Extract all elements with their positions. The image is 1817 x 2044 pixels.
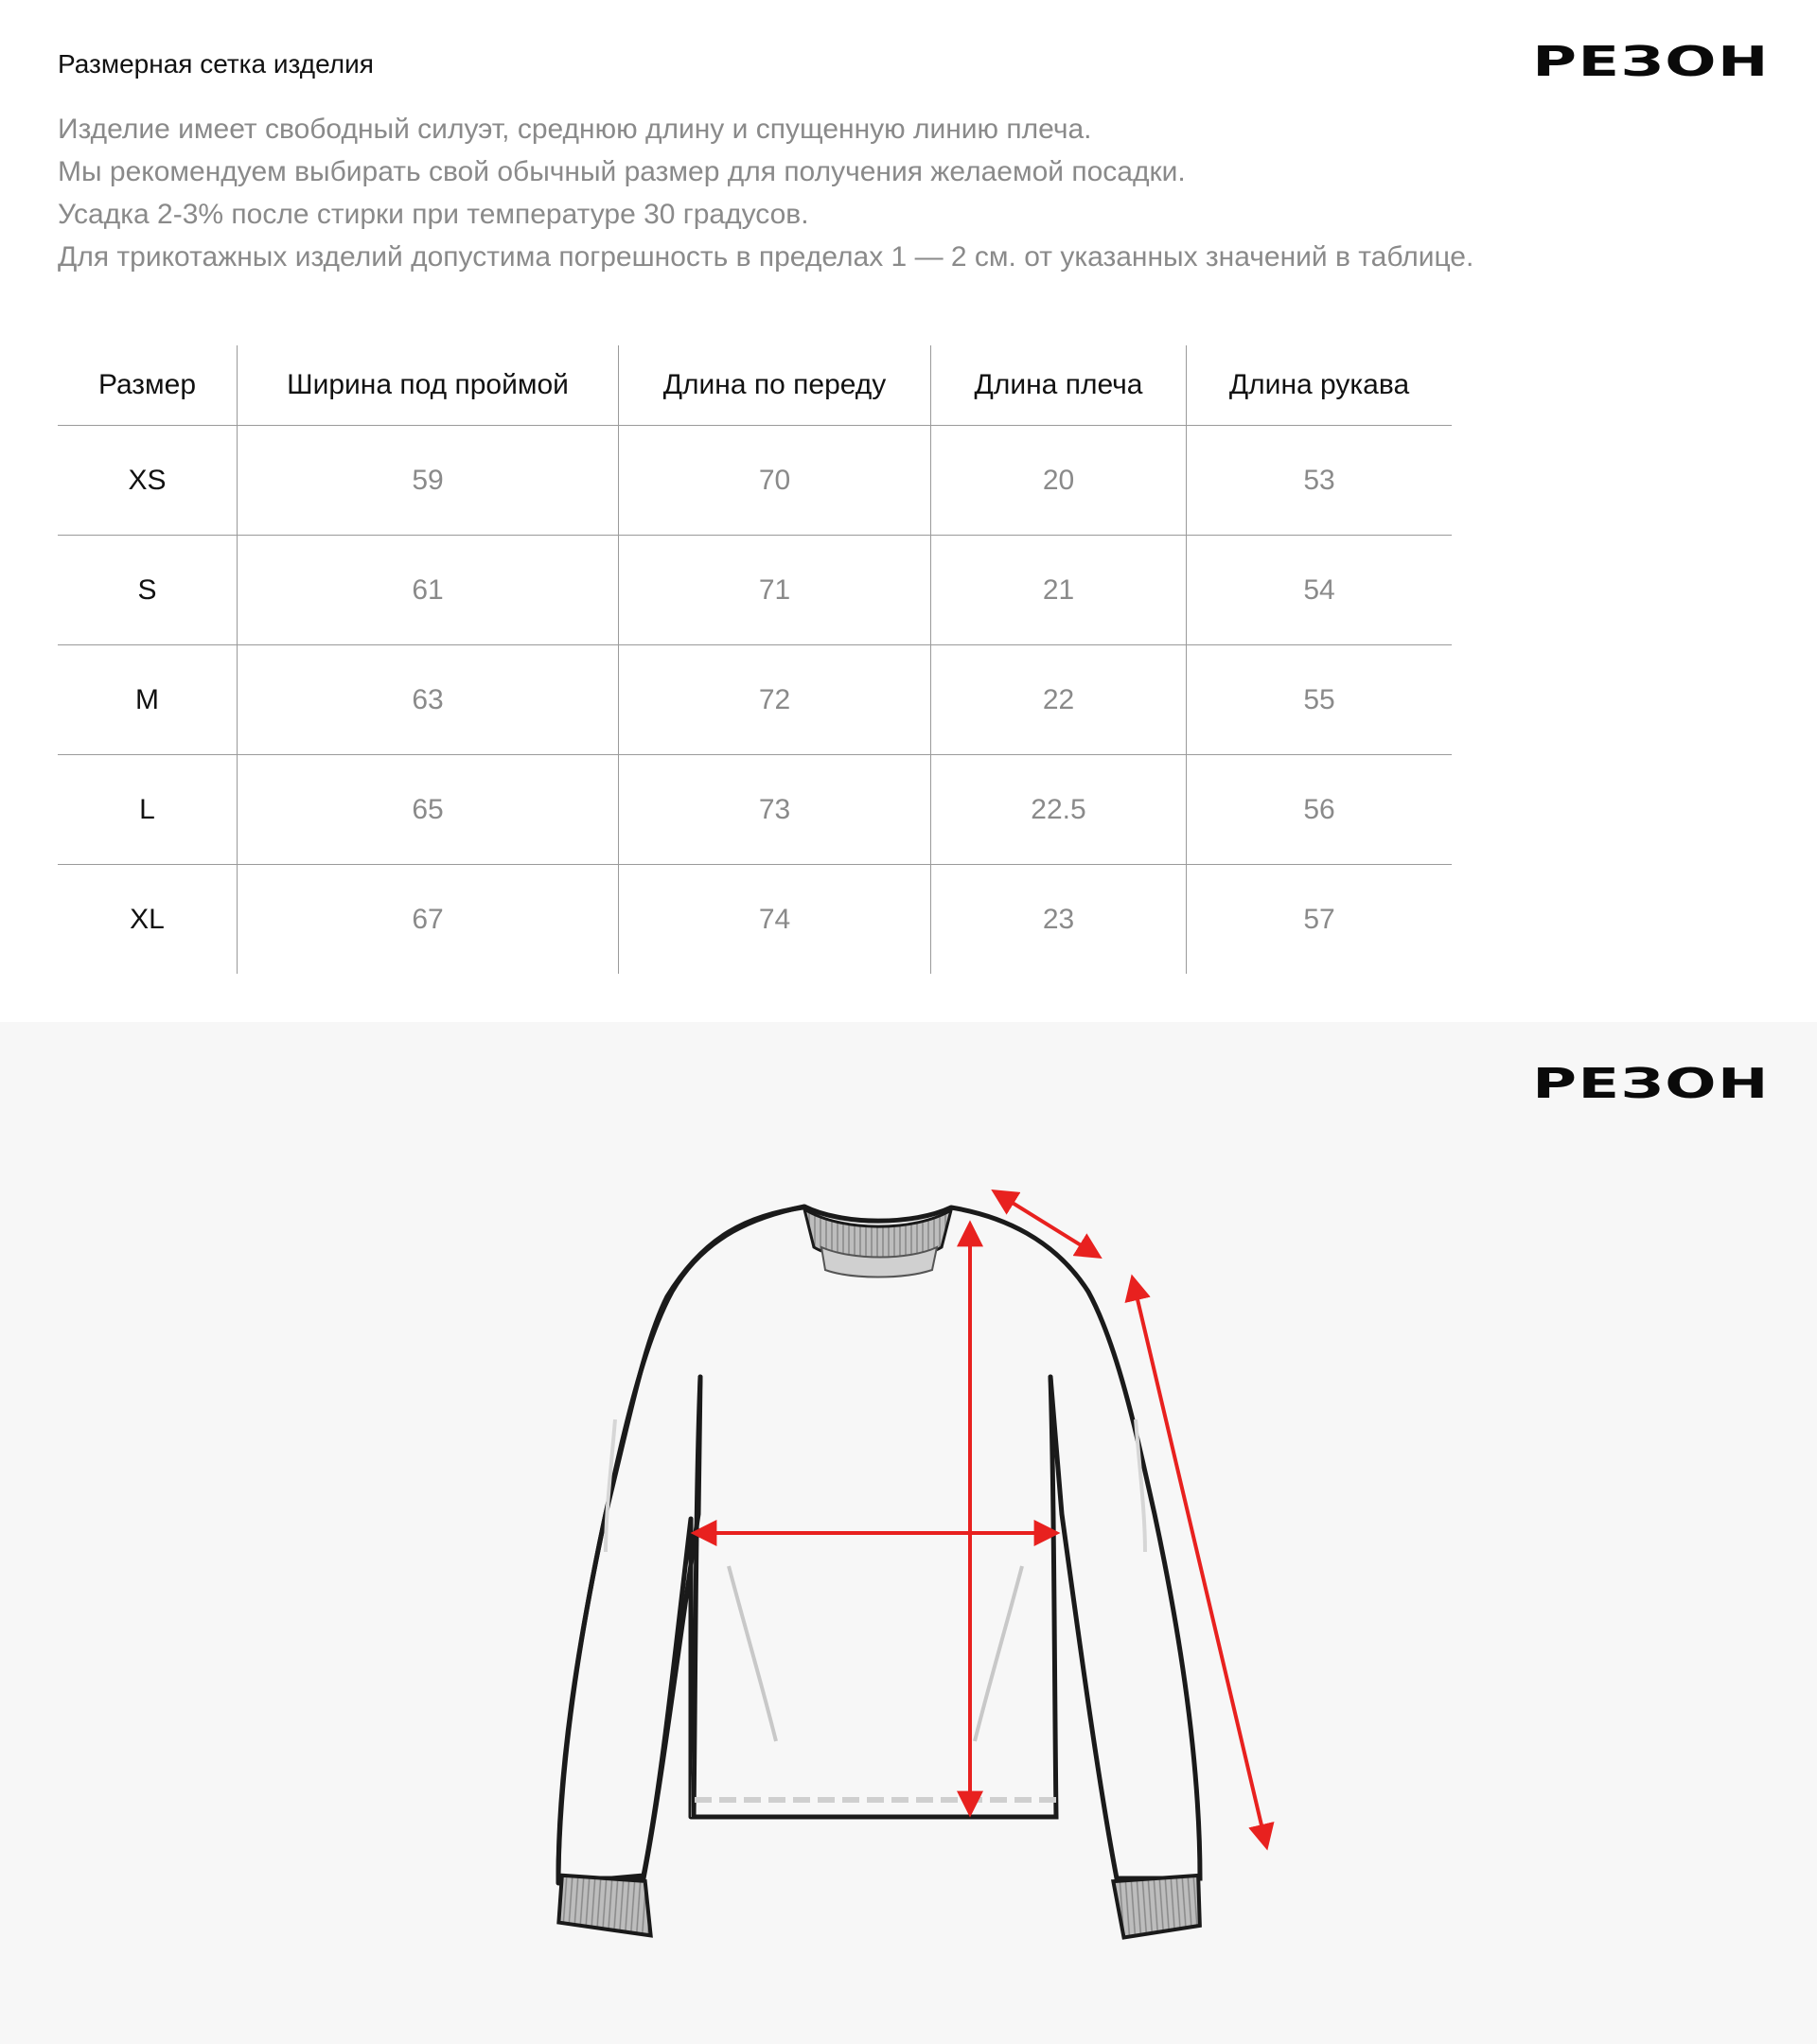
table-cell: 61 xyxy=(238,536,619,645)
page-title: Размерная сетка изделия xyxy=(58,49,374,79)
table-cell: 72 xyxy=(619,645,931,755)
table-cell: 73 xyxy=(619,755,931,865)
table-row xyxy=(58,426,1452,536)
table-cell: 22.5 xyxy=(931,755,1187,865)
table-cell: 20 xyxy=(931,426,1187,536)
table-row xyxy=(58,536,1452,645)
table-cell: 53 xyxy=(1187,426,1453,536)
table-row xyxy=(58,755,1452,865)
table-cell: 55 xyxy=(1187,645,1453,755)
table-cell: 54 xyxy=(1187,536,1453,645)
brand-logo: РЕЗОН xyxy=(1532,1060,1770,1108)
table-cell: 63 xyxy=(238,645,619,755)
description xyxy=(58,108,1473,278)
brand-logo: РЕЗОН xyxy=(1532,38,1770,86)
table-cell: 56 xyxy=(1187,755,1453,865)
size-cell: S xyxy=(58,536,238,645)
size-table xyxy=(58,345,1452,974)
description-line: Для трикотажных изделий допустима погрешность в пределах 1 — 2 см. от указанных значений в таблице. xyxy=(58,241,1474,273)
table-cell: 59 xyxy=(238,426,619,536)
description-line: Усадка 2-3% после стирки при температуре 30 градусов. xyxy=(58,199,809,230)
table-cell: 71 xyxy=(619,536,931,645)
table-cell: 70 xyxy=(619,426,931,536)
table-cell: 74 xyxy=(619,865,931,975)
column-header-shoulder-length: Длина плеча xyxy=(931,345,1187,426)
column-header-front-length: Длина по переду xyxy=(619,345,931,426)
description-line: Мы рекомендуем выбирать свой обычный размер для получения желаемой посадки. xyxy=(58,156,1186,187)
measurement-diagram-section xyxy=(0,1022,1817,2044)
table-cell: 23 xyxy=(931,865,1187,975)
column-header-size: Размер xyxy=(58,345,238,426)
sleeve-length-arrow xyxy=(1133,1279,1266,1845)
table-cell: 65 xyxy=(238,755,619,865)
size-cell: L xyxy=(58,755,238,865)
table-row xyxy=(58,865,1452,975)
table-cell: 21 xyxy=(931,536,1187,645)
table-row xyxy=(58,645,1452,755)
table-cell: 67 xyxy=(238,865,619,975)
size-cell: XL xyxy=(130,903,165,935)
sweatshirt-diagram xyxy=(0,1022,1817,2044)
size-cell: M xyxy=(58,645,238,755)
column-header-width: Ширина под проймой xyxy=(238,345,619,426)
size-cell: XS xyxy=(58,426,238,536)
table-cell: 57 xyxy=(1187,865,1453,975)
description-line: Изделие имеет свободный силуэт, среднюю длину и спущенную линию плеча. xyxy=(58,114,1092,145)
table-cell: 22 xyxy=(931,645,1187,755)
column-header-sleeve-length: Длина рукава xyxy=(1187,345,1453,426)
table-header-row xyxy=(58,345,1452,426)
